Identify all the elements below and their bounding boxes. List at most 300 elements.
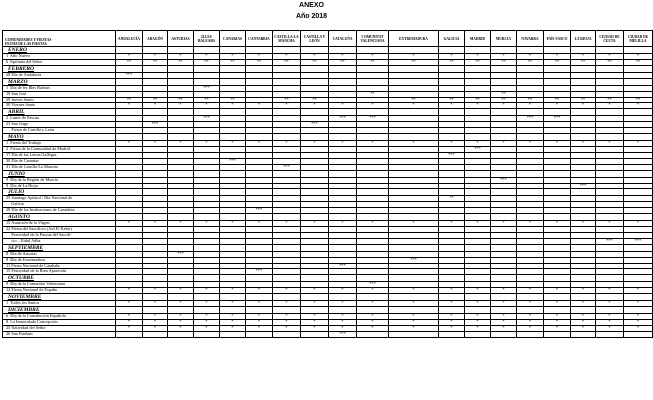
- header-region: MURCIA: [491, 31, 517, 47]
- header-row: [3, 31, 653, 47]
- holiday-mark: ***: [301, 122, 329, 128]
- holiday-label: 8 La Inmaculada Concepción: [3, 320, 116, 326]
- holiday-mark: *: [273, 301, 301, 307]
- holiday-mark: *: [273, 141, 301, 147]
- holiday-mark: *: [194, 314, 220, 320]
- holiday-mark: *: [596, 301, 624, 307]
- holiday-mark: *: [357, 301, 389, 307]
- holiday-mark: **: [491, 91, 517, 97]
- holiday-mark: *: [624, 320, 653, 326]
- holiday-mark: [357, 331, 389, 337]
- empty-cell: [357, 170, 389, 177]
- empty-cell: [194, 170, 220, 177]
- holiday-mark: *: [517, 288, 544, 294]
- holiday-mark: *: [571, 320, 596, 326]
- holiday-mark: *: [329, 221, 357, 227]
- holiday-mark: *: [491, 54, 517, 60]
- empty-cell: [544, 65, 571, 72]
- empty-cell: [246, 244, 273, 251]
- holiday-label: 23 San Jorge: [3, 122, 116, 128]
- holiday-mark: *: [357, 325, 389, 331]
- holiday-mark: *: [571, 54, 596, 60]
- holiday-mark: *: [491, 301, 517, 307]
- holiday-mark: *: [301, 221, 329, 227]
- holiday-mark: ***: [273, 164, 301, 170]
- month-name: ABRIL: [3, 109, 116, 116]
- empty-cell: [246, 65, 273, 72]
- holiday-mark: *: [571, 325, 596, 331]
- holiday-mark: *: [301, 314, 329, 320]
- holiday-mark: *: [220, 301, 246, 307]
- empty-cell: [571, 275, 596, 282]
- empty-cell: [168, 78, 194, 85]
- holiday-mark: *: [596, 320, 624, 326]
- holiday-mark: **: [491, 59, 517, 65]
- empty-cell: [246, 78, 273, 85]
- empty-cell: [301, 78, 329, 85]
- holiday-mark: *: [246, 301, 273, 307]
- holiday-mark: *: [168, 54, 194, 60]
- holiday-mark: ***: [116, 72, 143, 78]
- empty-cell: [571, 65, 596, 72]
- holiday-mark: ***: [194, 85, 220, 91]
- holiday-mark: *: [596, 103, 624, 109]
- holiday-mark: *: [624, 288, 653, 294]
- holiday-mark: *: [116, 325, 143, 331]
- holiday-label: 28 Día de Andalucía: [3, 72, 116, 78]
- holiday-mark: *: [301, 103, 329, 109]
- holiday-mark: *: [246, 320, 273, 326]
- month-row: [3, 189, 653, 196]
- holiday-mark: *: [357, 314, 389, 320]
- holiday-label: 9 Día de La Rioja: [3, 183, 116, 189]
- empty-cell: [143, 189, 168, 196]
- holiday-mark: *: [143, 301, 168, 307]
- holiday-label: 1 Fiesta del Trabajo: [3, 141, 116, 147]
- holiday-table: [2, 30, 653, 338]
- holiday-mark: *: [246, 103, 273, 109]
- holiday-mark: *: [143, 288, 168, 294]
- empty-cell: [465, 170, 491, 177]
- holiday-label: 2 Lunes de Pascua: [3, 116, 116, 122]
- empty-cell: [220, 189, 246, 196]
- holiday-mark: *: [389, 320, 439, 326]
- holiday-mark: *: [439, 301, 465, 307]
- empty-cell: [465, 244, 491, 251]
- empty-cell: [143, 65, 168, 72]
- holiday-mark: *: [301, 320, 329, 326]
- holiday-mark: *: [246, 325, 273, 331]
- month-row: [3, 307, 653, 314]
- holiday-mark: **: [301, 97, 329, 103]
- month-row: [3, 170, 653, 177]
- holiday-label: 25 Natividad del Señor: [3, 325, 116, 331]
- holiday-mark: *: [246, 141, 273, 147]
- empty-cell: [596, 170, 624, 177]
- holiday-mark: *: [246, 54, 273, 60]
- holiday-mark: *: [465, 320, 491, 326]
- holiday-mark: *: [246, 288, 273, 294]
- holiday-mark: *: [329, 325, 357, 331]
- empty-cell: [143, 275, 168, 282]
- holiday-mark: *: [491, 103, 517, 109]
- holiday-mark: **: [517, 59, 544, 65]
- holiday-mark: ***: [517, 116, 544, 122]
- empty-cell: [357, 65, 389, 72]
- empty-cell: [389, 189, 439, 196]
- holiday-mark: *: [491, 314, 517, 320]
- holiday-mark: **: [544, 59, 571, 65]
- holiday-mark: *: [301, 288, 329, 294]
- holiday-label: 28 Día de las Instituciones de Cantabria: [3, 208, 116, 214]
- empty-cell: [220, 65, 246, 72]
- empty-cell: [301, 109, 329, 116]
- holiday-mark: *: [439, 221, 465, 227]
- empty-cell: [194, 275, 220, 282]
- empty-cell: [517, 65, 544, 72]
- empty-cell: [544, 78, 571, 85]
- empty-cell: [273, 170, 301, 177]
- month-name: JUNIO: [3, 170, 116, 177]
- holiday-mark: *: [220, 221, 246, 227]
- holiday-mark: *: [116, 301, 143, 307]
- holiday-mark: *: [491, 320, 517, 326]
- holiday-mark: *: [439, 314, 465, 320]
- holiday-mark: *: [624, 141, 653, 147]
- holiday-mark: *: [571, 288, 596, 294]
- holiday-mark: *: [194, 141, 220, 147]
- holiday-mark: *: [571, 141, 596, 147]
- header-region: CASTILLA Y LEÓN: [301, 31, 329, 47]
- empty-cell: [465, 65, 491, 72]
- holiday-mark: *: [624, 325, 653, 331]
- holiday-label: 19 San José: [3, 91, 116, 97]
- empty-cell: [571, 189, 596, 196]
- holiday-mark: *: [357, 103, 389, 109]
- holiday-mark: *: [220, 314, 246, 320]
- holiday-mark: ***: [357, 282, 389, 288]
- header-region: GALICIA: [439, 31, 465, 47]
- holiday-mark: *: [273, 320, 301, 326]
- holiday-mark: **: [168, 59, 194, 65]
- empty-cell: [491, 78, 517, 85]
- month-name: DICIEMBRE: [3, 307, 116, 314]
- empty-cell: [116, 244, 143, 251]
- holiday-label: 30 Viernes Santo: [3, 103, 116, 109]
- empty-cell: [194, 244, 220, 251]
- empty-cell: [624, 275, 653, 282]
- empty-cell: [301, 189, 329, 196]
- holiday-mark: ***: [194, 116, 220, 122]
- holiday-mark: *: [624, 103, 653, 109]
- holiday-mark: *: [596, 325, 624, 331]
- holiday-mark: **: [491, 97, 517, 103]
- holiday-mark: *: [491, 288, 517, 294]
- month-row: [3, 294, 653, 301]
- holiday-mark: *: [143, 103, 168, 109]
- holiday-label: Galicia: [3, 202, 116, 208]
- month-name: MARZO: [3, 78, 116, 85]
- empty-cell: [465, 78, 491, 85]
- holiday-mark: *: [596, 288, 624, 294]
- holiday-mark: *: [517, 314, 544, 320]
- holiday-mark: ***: [220, 158, 246, 164]
- month-name: MAYO: [3, 134, 116, 141]
- empty-cell: [220, 109, 246, 116]
- empty-cell: [517, 78, 544, 85]
- holiday-mark: *: [465, 54, 491, 60]
- empty-cell: [571, 78, 596, 85]
- holiday-mark: *: [517, 54, 544, 60]
- empty-cell: [517, 170, 544, 177]
- holiday-mark: *: [329, 314, 357, 320]
- holiday-label: 15 Festividad de la Bien Aparecida: [3, 269, 116, 275]
- holiday-mark: **: [246, 59, 273, 65]
- holiday-mark: *: [220, 103, 246, 109]
- year-title: Año 2018: [295, 13, 328, 20]
- holiday-mark: *: [273, 221, 301, 227]
- holiday-mark: *: [439, 325, 465, 331]
- empty-cell: [596, 109, 624, 116]
- header-region: CANARIAS: [220, 31, 246, 47]
- holiday-label: 22 Fiesta del Sacrificio (Aid El Kebir): [3, 227, 116, 233]
- holiday-mark: **: [357, 91, 389, 97]
- empty-cell: [357, 78, 389, 85]
- holiday-mark: *: [220, 141, 246, 147]
- empty-cell: [143, 78, 168, 85]
- empty-cell: [596, 65, 624, 72]
- holiday-mark: *: [439, 320, 465, 326]
- empty-cell: [624, 170, 653, 177]
- holiday-mark: *: [329, 54, 357, 60]
- holiday-mark: *: [389, 103, 439, 109]
- empty-cell: [491, 275, 517, 282]
- holiday-mark: **: [273, 59, 301, 65]
- holiday-mark: *: [194, 103, 220, 109]
- holiday-mark: *: [220, 325, 246, 331]
- holiday-mark: **: [389, 97, 439, 103]
- holiday-mark: *: [544, 103, 571, 109]
- empty-cell: [624, 244, 653, 251]
- empty-cell: [389, 109, 439, 116]
- holiday-mark: *: [143, 141, 168, 147]
- empty-cell: [465, 109, 491, 116]
- holiday-mark: *: [273, 288, 301, 294]
- holiday-mark: ***: [246, 269, 273, 275]
- empty-cell: [246, 189, 273, 196]
- holiday-mark: [194, 331, 220, 337]
- holiday-mark: **: [357, 59, 389, 65]
- holiday-mark: *: [491, 141, 517, 147]
- holiday-mark: **: [116, 59, 143, 65]
- month-row: [3, 65, 653, 72]
- empty-cell: [329, 65, 357, 72]
- holiday-mark: **: [273, 97, 301, 103]
- holiday-mark: **: [168, 97, 194, 103]
- annex-title: ANEXO: [299, 2, 324, 9]
- holiday-mark: **: [596, 97, 624, 103]
- holiday-mark: *: [301, 54, 329, 60]
- holiday-mark: **: [220, 97, 246, 103]
- holiday-mark: *: [194, 54, 220, 60]
- holiday-mark: *: [357, 288, 389, 294]
- holiday-mark: **: [143, 97, 168, 103]
- empty-cell: [357, 189, 389, 196]
- header-region: CIUDAD DE CEUTA: [596, 31, 624, 47]
- holiday-mark: *: [357, 141, 389, 147]
- holiday-mark: *: [544, 141, 571, 147]
- empty-cell: [389, 170, 439, 177]
- holiday-mark: [491, 331, 517, 337]
- header-region: PAÍS VASCO: [544, 31, 571, 47]
- empty-cell: [624, 189, 653, 196]
- month-name: FEBRERO: [3, 65, 116, 72]
- month-name: SEPTIEMBRE: [3, 244, 116, 251]
- holiday-mark: [624, 331, 653, 337]
- holiday-mark: **: [439, 97, 465, 103]
- holiday-mark: *: [544, 288, 571, 294]
- holiday-mark: *: [194, 320, 220, 326]
- empty-cell: [168, 275, 194, 282]
- empty-cell: [517, 189, 544, 196]
- empty-cell: [329, 275, 357, 282]
- holiday-mark: *: [301, 141, 329, 147]
- empty-cell: [168, 170, 194, 177]
- header-region: ANDALUCÍA: [116, 31, 143, 47]
- holiday-mark: *: [168, 103, 194, 109]
- empty-cell: [143, 170, 168, 177]
- header-region: LA RIOJA: [571, 31, 596, 47]
- empty-cell: [220, 78, 246, 85]
- empty-cell: [143, 109, 168, 116]
- holiday-label: 15 Asunción de la Virgen: [3, 221, 116, 227]
- holiday-mark: *: [439, 288, 465, 294]
- holiday-mark: **: [301, 59, 329, 65]
- holiday-mark: *: [596, 141, 624, 147]
- holiday-label: 6 Día de la Constitución Española: [3, 314, 116, 320]
- holiday-label: 9 Día de la Región de Murcia: [3, 177, 116, 183]
- holiday-label: 25 Santiago Apóstol / Día Nacional de: [3, 196, 116, 202]
- holiday-mark: **: [389, 59, 439, 65]
- holiday-label: 29 Jueves Santo: [3, 97, 116, 103]
- holiday-mark: *: [596, 221, 624, 227]
- holiday-mark: **: [624, 59, 653, 65]
- empty-cell: [168, 189, 194, 196]
- holiday-mark: *: [465, 103, 491, 109]
- holiday-mark: *: [143, 325, 168, 331]
- holiday-mark: **: [571, 97, 596, 103]
- holiday-mark: *: [116, 314, 143, 320]
- holiday-mark: *: [143, 54, 168, 60]
- holiday-mark: *: [544, 221, 571, 227]
- holiday-mark: *: [246, 314, 273, 320]
- holiday-label: Fiesta de Castilla y León: [3, 128, 116, 134]
- empty-cell: [491, 189, 517, 196]
- holiday-row: [3, 331, 653, 337]
- holiday-mark: **: [544, 97, 571, 103]
- holiday-mark: ***: [544, 116, 571, 122]
- holiday-mark: *: [357, 320, 389, 326]
- month-name: NOVIEMBRE: [3, 294, 116, 301]
- holiday-mark: *: [571, 103, 596, 109]
- holiday-mark: *: [273, 103, 301, 109]
- empty-cell: [544, 244, 571, 251]
- holiday-label: 6 Epifanía del Señor: [3, 59, 116, 65]
- holiday-mark: *: [517, 325, 544, 331]
- month-row: [3, 47, 653, 54]
- holiday-mark: *: [357, 221, 389, 227]
- empty-cell: [143, 244, 168, 251]
- holiday-mark: [246, 331, 273, 337]
- holiday-mark: **: [465, 59, 491, 65]
- holiday-mark: *: [194, 288, 220, 294]
- empty-cell: [194, 189, 220, 196]
- holiday-mark: *: [571, 301, 596, 307]
- empty-cell: [329, 244, 357, 251]
- holiday-mark: *: [544, 320, 571, 326]
- month-name: ENERO: [3, 47, 116, 54]
- empty-cell: [389, 275, 439, 282]
- holiday-mark: *: [329, 103, 357, 109]
- holiday-label: 1 Todos los Santos: [3, 301, 116, 307]
- holiday-mark: ***: [465, 146, 491, 152]
- month-name: JULIO: [3, 189, 116, 196]
- holiday-mark: [143, 331, 168, 337]
- empty-cell: [439, 170, 465, 177]
- empty-cell: [596, 189, 624, 196]
- holiday-mark: *: [517, 141, 544, 147]
- empty-cell: [389, 65, 439, 72]
- holiday-mark: *: [544, 325, 571, 331]
- empty-cell: [116, 170, 143, 177]
- empty-cell: [624, 109, 653, 116]
- holiday-mark: *: [389, 314, 439, 320]
- holiday-mark: *: [439, 103, 465, 109]
- holiday-mark: *: [301, 301, 329, 307]
- holiday-label: 1 Día de les Illes Balears: [3, 85, 116, 91]
- holiday-mark: [168, 331, 194, 337]
- holiday-mark: *: [116, 221, 143, 227]
- holiday-mark: *: [116, 320, 143, 326]
- holiday-mark: *: [273, 314, 301, 320]
- holiday-mark: *: [273, 325, 301, 331]
- holiday-mark: ***: [624, 238, 653, 244]
- empty-cell: [517, 275, 544, 282]
- empty-cell: [439, 78, 465, 85]
- empty-cell: [624, 65, 653, 72]
- header-region: ILLES BALEARS: [194, 31, 220, 47]
- header-region: COMUNITAT VALENCIANA: [357, 31, 389, 47]
- empty-cell: [194, 65, 220, 72]
- holiday-mark: ***: [389, 257, 439, 263]
- month-row: [3, 134, 653, 141]
- holiday-mark: *: [357, 54, 389, 60]
- empty-cell: [357, 244, 389, 251]
- holiday-mark: [220, 331, 246, 337]
- empty-cell: [517, 244, 544, 251]
- empty-cell: [301, 170, 329, 177]
- empty-cell: [439, 275, 465, 282]
- empty-cell: [273, 244, 301, 251]
- holiday-mark: *: [624, 221, 653, 227]
- holiday-mark: *: [168, 221, 194, 227]
- holiday-label: 8 Día de Asturias: [3, 251, 116, 257]
- holiday-mark: ***: [329, 331, 357, 337]
- holiday-mark: ***: [329, 116, 357, 122]
- empty-cell: [273, 109, 301, 116]
- empty-cell: [544, 189, 571, 196]
- holiday-label: 30 Día de Canarias: [3, 158, 116, 164]
